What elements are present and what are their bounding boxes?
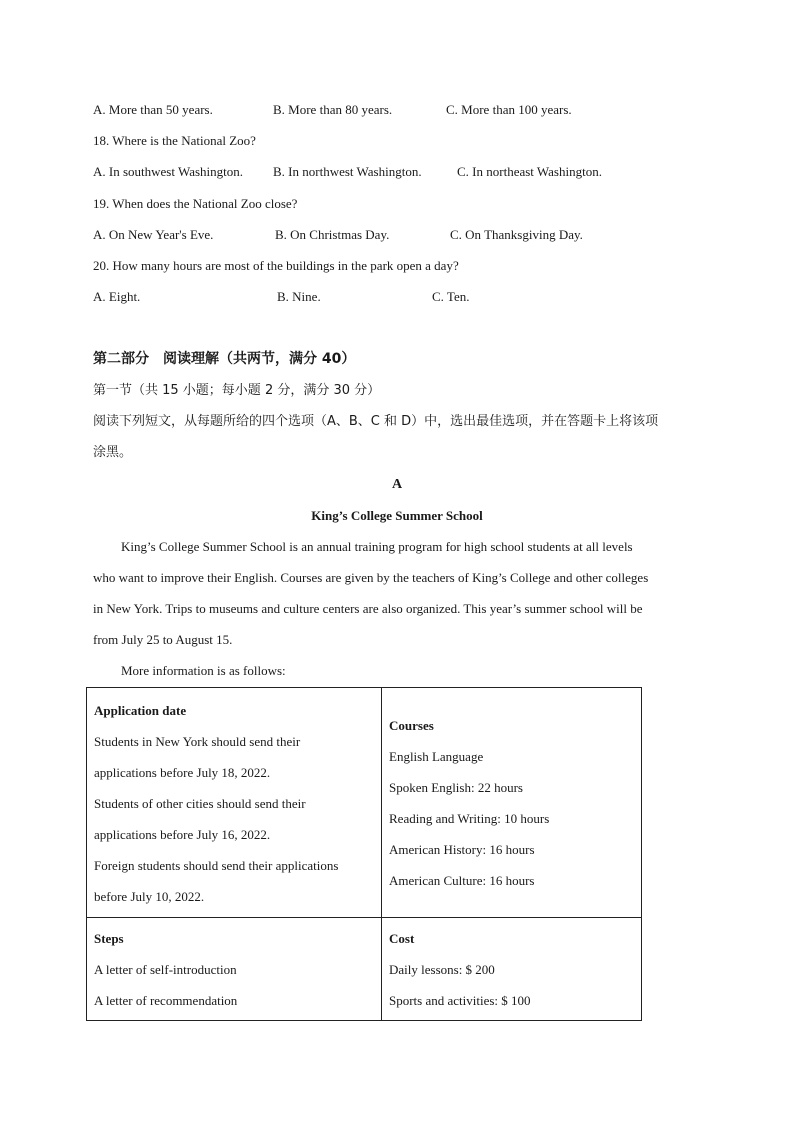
q17-option-c: C. More than 100 years. — [446, 102, 572, 117]
q20-option-a: A. Eight. — [93, 289, 141, 304]
passage-line: King’s College Summer School is an annual training program for high school students at all levels — [121, 539, 633, 554]
courses-header: Courses — [389, 718, 434, 733]
passage-line: from July 25 to August 15. — [93, 632, 233, 647]
course-line: English Language — [389, 749, 484, 764]
table-row — [87, 918, 642, 1021]
q20-option-c: C. Ten. — [432, 289, 470, 304]
q19-option-c: C. On Thanksgiving Day. — [450, 227, 583, 242]
application-line: Students of other cities should send their — [94, 796, 306, 811]
steps-line: A letter of recommendation — [94, 993, 238, 1008]
section1-heading: 第一节（共 15 小题；每小题 2 分，满分 30 分） — [93, 383, 381, 398]
steps-line: A letter of self-introduction — [94, 962, 237, 977]
passage-line: in New York. Trips to museums and culture centers are also organized. This year’s summer school will be — [93, 601, 643, 616]
info-table — [86, 687, 642, 1021]
q18-question: 18. Where is the National Zoo? — [93, 133, 256, 148]
instruction-line-2: 涂黑。 — [93, 445, 133, 460]
q19-option-b: B. On Christmas Day. — [275, 227, 390, 242]
application-line: applications before July 16, 2022. — [94, 827, 271, 842]
q19-question: 19. When does the National Zoo close? — [93, 196, 298, 211]
q18-option-b: B. In northwest Washington. — [273, 164, 422, 179]
passage-letter: A — [391, 477, 403, 492]
q18-option-c: C. In northeast Washington. — [457, 164, 602, 179]
application-line: Students in New York should send their — [94, 734, 301, 749]
course-line: American Culture: 16 hours — [389, 873, 535, 888]
q19-option-a: A. On New Year's Eve. — [93, 227, 214, 242]
course-line: Spoken English: 22 hours — [389, 780, 523, 795]
passage-title: King’s College Summer School — [311, 508, 483, 523]
q17-option-b: B. More than 80 years. — [273, 102, 393, 117]
application-line: applications before July 18, 2022. — [94, 765, 271, 780]
passage-line: who want to improve their English. Courses are given by the teachers of King’s College and other colleges — [93, 570, 649, 585]
q18-option-a: A. In southwest Washington. — [93, 164, 244, 179]
instruction-line-1: 阅读下列短文，从每题所给的四个选项（A、B、C 和 D）中，选出最佳选项，并在答题卡上将该项 — [93, 414, 659, 429]
steps-header: Steps — [94, 931, 124, 946]
cost-header: Cost — [389, 931, 415, 946]
course-line: Reading and Writing: 10 hours — [389, 811, 550, 826]
courses-cell — [382, 688, 642, 918]
q17-option-a: A. More than 50 years. — [93, 102, 213, 117]
cost-line: Sports and activities: $ 100 — [389, 993, 531, 1008]
application-date-cell — [87, 688, 382, 918]
cost-line: Daily lessons: $ 200 — [389, 962, 495, 977]
q20-option-b: B. Nine. — [277, 289, 321, 304]
part2-heading: 第二部分 阅读理解（共两节，满分 40） — [93, 351, 356, 367]
application-line: before July 10, 2022. — [94, 889, 205, 904]
application-line: Foreign students should send their applications — [94, 858, 339, 873]
more-info-text: More information is as follows: — [121, 663, 286, 678]
course-line: American History: 16 hours — [389, 842, 535, 857]
cost-cell — [382, 918, 642, 1021]
steps-cell — [87, 918, 382, 1021]
q20-question: 20. How many hours are most of the buildings in the park open a day? — [93, 258, 459, 273]
table-row — [87, 688, 642, 918]
application-date-header: Application date — [94, 703, 187, 718]
